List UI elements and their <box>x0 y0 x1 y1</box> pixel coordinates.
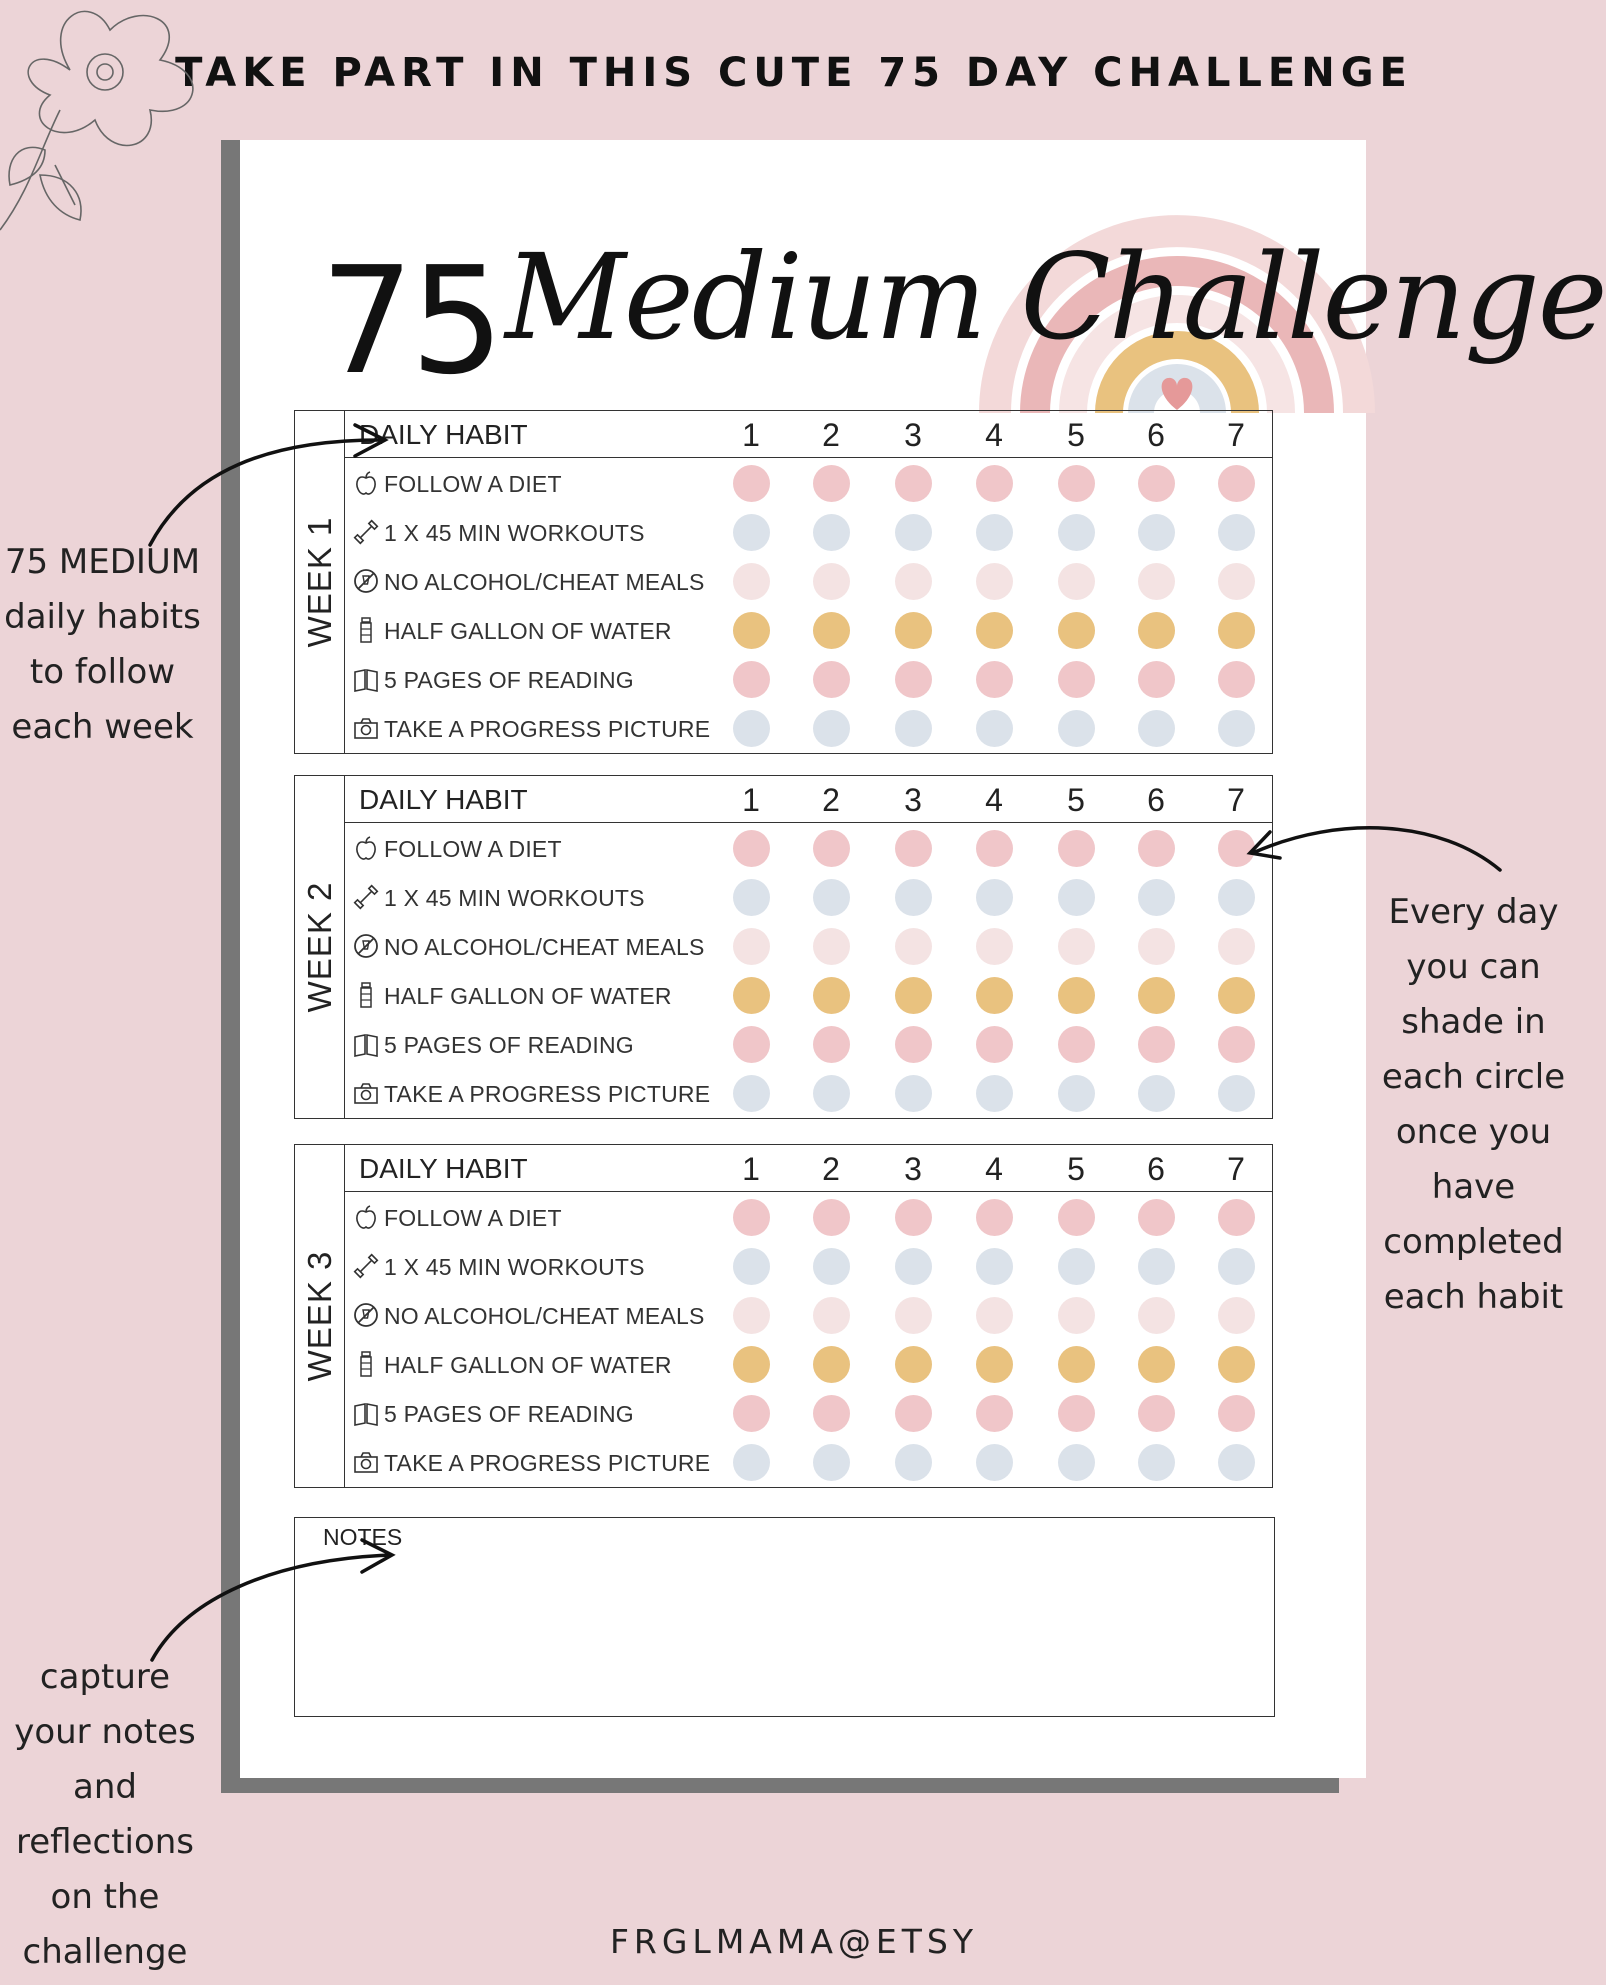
habit-checkbox-circle[interactable] <box>733 661 770 698</box>
habit-checkbox-circle[interactable] <box>813 1248 850 1285</box>
dumbbell-icon <box>352 518 380 546</box>
habit-checkbox-circle[interactable] <box>895 830 932 867</box>
habit-checkbox-circle[interactable] <box>1138 977 1175 1014</box>
habit-label: 1 X 45 MIN WORKOUTS <box>384 885 645 911</box>
habit-label: NO ALCOHOL/CHEAT MEALS <box>384 569 705 595</box>
habit-checkbox-circle[interactable] <box>813 1395 850 1432</box>
water-bottle-icon <box>352 1350 380 1378</box>
habit-checkbox-circle[interactable] <box>733 830 770 867</box>
habit-checkbox-circle[interactable] <box>733 514 770 551</box>
habit-checkbox-circle[interactable] <box>1058 977 1095 1014</box>
day-number: 2 <box>822 417 840 453</box>
week-table <box>294 775 1273 1119</box>
no-drink-icon <box>352 1301 380 1329</box>
apple-icon <box>352 469 380 497</box>
side-note-line: have <box>1431 1167 1516 1207</box>
habit-checkbox-circle[interactable] <box>813 661 850 698</box>
habit-row <box>344 459 1272 508</box>
side-note-line: challenge <box>22 1932 188 1972</box>
habit-checkbox-circle[interactable] <box>1218 928 1255 965</box>
habit-checkbox-circle[interactable] <box>813 563 850 600</box>
day-number: 7 <box>1227 782 1245 818</box>
day-number: 3 <box>904 417 922 453</box>
habit-checkbox-circle[interactable] <box>1218 1346 1255 1383</box>
habit-checkbox-circle[interactable] <box>1138 710 1175 747</box>
habit-checkbox-circle[interactable] <box>895 563 932 600</box>
water-bottle-icon <box>352 616 380 644</box>
side-note-line: Every day <box>1388 892 1559 932</box>
habit-checkbox-circle[interactable] <box>733 710 770 747</box>
habit-checkbox-circle[interactable] <box>976 977 1013 1014</box>
habit-checkbox-circle[interactable] <box>976 1395 1013 1432</box>
habit-checkbox-circle[interactable] <box>733 612 770 649</box>
habit-checkbox-circle[interactable] <box>1218 1026 1255 1063</box>
habit-row <box>344 1340 1272 1389</box>
habit-checkbox-circle[interactable] <box>895 928 932 965</box>
habit-checkbox-circle[interactable] <box>895 977 932 1014</box>
habit-checkbox-circle[interactable] <box>1058 1075 1095 1112</box>
title-number: 75 <box>320 235 501 407</box>
day-number: 3 <box>904 782 922 818</box>
day-number: 7 <box>1227 1151 1245 1187</box>
side-note-line: each week <box>11 707 194 747</box>
day-number: 4 <box>985 417 1003 453</box>
habit-label: HALF GALLON OF WATER <box>384 983 672 1009</box>
habit-checkbox-circle[interactable] <box>1218 1444 1255 1481</box>
habit-checkbox-circle[interactable] <box>1218 612 1255 649</box>
habit-checkbox-circle[interactable] <box>733 1444 770 1481</box>
shop-footer: FRGLMAMA@ETSY <box>609 1922 979 1961</box>
book-icon <box>352 1030 380 1058</box>
habit-checkbox-circle[interactable] <box>1058 830 1095 867</box>
side-note-line: 75 MEDIUM <box>4 542 201 582</box>
side-note-line: capture <box>39 1657 171 1697</box>
habit-row <box>344 1291 1272 1340</box>
apple-icon <box>352 1203 380 1231</box>
habit-checkbox-circle[interactable] <box>1138 879 1175 916</box>
habit-checkbox-circle[interactable] <box>733 928 770 965</box>
habit-checkbox-circle[interactable] <box>733 1395 770 1432</box>
habit-row <box>344 873 1272 922</box>
daily-habit-header: DAILY HABIT <box>359 1153 528 1184</box>
day-number: 5 <box>1067 417 1085 453</box>
habit-checkbox-circle[interactable] <box>1218 563 1255 600</box>
camera-icon <box>352 714 380 742</box>
week-side-label <box>295 1145 345 1487</box>
habit-label: NO ALCOHOL/CHEAT MEALS <box>384 934 705 960</box>
habit-checkbox-circle[interactable] <box>976 563 1013 600</box>
habit-label: 1 X 45 MIN WORKOUTS <box>384 1254 645 1280</box>
habit-checkbox-circle[interactable] <box>1138 928 1175 965</box>
habit-label: TAKE A PROGRESS PICTURE <box>384 1450 711 1476</box>
dumbbell-icon <box>352 1252 380 1280</box>
habit-checkbox-circle[interactable] <box>1058 465 1095 502</box>
habit-checkbox-circle[interactable] <box>976 1248 1013 1285</box>
day-number: 1 <box>742 417 760 453</box>
habit-checkbox-circle[interactable] <box>1138 1346 1175 1383</box>
habit-checkbox-circle[interactable] <box>733 563 770 600</box>
habit-checkbox-circle[interactable] <box>733 1248 770 1285</box>
habit-checkbox-circle[interactable] <box>1138 661 1175 698</box>
habit-checkbox-circle[interactable] <box>976 1297 1013 1334</box>
habit-checkbox-circle[interactable] <box>813 514 850 551</box>
side-note-line: your notes <box>14 1712 196 1752</box>
habit-checkbox-circle[interactable] <box>895 1199 932 1236</box>
camera-icon <box>352 1448 380 1476</box>
week-label: WEEK 3 <box>300 1250 338 1382</box>
habit-checkbox-circle[interactable] <box>1218 465 1255 502</box>
habit-checkbox-circle[interactable] <box>895 612 932 649</box>
daily-habit-header: DAILY HABIT <box>359 419 528 450</box>
day-number: 5 <box>1067 1151 1085 1187</box>
habit-checkbox-circle[interactable] <box>976 612 1013 649</box>
day-number: 6 <box>1147 782 1165 818</box>
habit-checkbox-circle[interactable] <box>895 710 932 747</box>
habit-checkbox-circle[interactable] <box>1218 710 1255 747</box>
habit-checkbox-circle[interactable] <box>1218 1248 1255 1285</box>
dumbbell-icon <box>352 883 380 911</box>
habit-checkbox-circle[interactable] <box>1058 1444 1095 1481</box>
habit-label: FOLLOW A DIET <box>384 471 562 497</box>
habit-row <box>344 1438 1272 1487</box>
habit-checkbox-circle[interactable] <box>976 710 1013 747</box>
habit-row <box>344 1193 1272 1242</box>
habit-checkbox-circle[interactable] <box>976 661 1013 698</box>
habit-label: TAKE A PROGRESS PICTURE <box>384 716 711 742</box>
week-table <box>294 410 1273 754</box>
habit-row <box>344 971 1272 1020</box>
habit-label: 5 PAGES OF READING <box>384 1032 634 1058</box>
habit-checkbox-circle[interactable] <box>1138 1395 1175 1432</box>
habit-checkbox-circle[interactable] <box>1138 514 1175 551</box>
habit-checkbox-circle[interactable] <box>1058 563 1095 600</box>
habit-checkbox-circle[interactable] <box>1218 1395 1255 1432</box>
week-side-label <box>295 776 345 1118</box>
book-icon <box>352 665 380 693</box>
habit-row <box>344 557 1272 606</box>
habit-checkbox-circle[interactable] <box>1058 1199 1095 1236</box>
week-label: WEEK 1 <box>300 516 338 648</box>
habit-checkbox-circle[interactable] <box>813 1075 850 1112</box>
habit-row <box>344 1389 1272 1438</box>
habit-checkbox-circle[interactable] <box>895 1075 932 1112</box>
side-note-line: reflections <box>15 1822 195 1862</box>
side-note-line: to follow <box>29 652 176 692</box>
habit-checkbox-circle[interactable] <box>895 1297 932 1334</box>
habit-checkbox-circle[interactable] <box>976 830 1013 867</box>
apple-icon <box>352 834 380 862</box>
camera-icon <box>352 1079 380 1107</box>
title-script: Medium Challenge <box>505 228 1606 366</box>
week-header-row <box>344 776 1272 823</box>
habit-checkbox-circle[interactable] <box>813 830 850 867</box>
habit-checkbox-circle[interactable] <box>895 879 932 916</box>
habit-checkbox-circle[interactable] <box>813 977 850 1014</box>
habit-checkbox-circle[interactable] <box>1058 879 1095 916</box>
side-note-line: each habit <box>1383 1277 1564 1317</box>
day-number: 6 <box>1147 1151 1165 1187</box>
habit-row <box>344 655 1272 704</box>
side-note-left-top <box>0 535 205 755</box>
habit-checkbox-circle[interactable] <box>1138 612 1175 649</box>
habit-checkbox-circle[interactable] <box>813 1444 850 1481</box>
side-note-line: daily habits <box>4 597 201 637</box>
notes-box[interactable] <box>294 1517 1275 1717</box>
habit-label: HALF GALLON OF WATER <box>384 618 672 644</box>
side-note-line: once you <box>1395 1112 1552 1152</box>
habit-checkbox-circle[interactable] <box>895 1026 932 1063</box>
no-drink-icon <box>352 932 380 960</box>
habit-checkbox-circle[interactable] <box>733 465 770 502</box>
habit-row <box>344 1069 1272 1118</box>
day-number: 4 <box>985 1151 1003 1187</box>
habit-checkbox-circle[interactable] <box>1138 1297 1175 1334</box>
side-note-line: shade in <box>1401 1002 1546 1042</box>
habit-checkbox-circle[interactable] <box>813 1026 850 1063</box>
habit-checkbox-circle[interactable] <box>976 1026 1013 1063</box>
habit-label: HALF GALLON OF WATER <box>384 1352 672 1378</box>
habit-checkbox-circle[interactable] <box>1218 830 1255 867</box>
habit-checkbox-circle[interactable] <box>1058 1248 1095 1285</box>
habit-checkbox-circle[interactable] <box>733 1026 770 1063</box>
habit-checkbox-circle[interactable] <box>1058 661 1095 698</box>
habit-checkbox-circle[interactable] <box>895 465 932 502</box>
habit-checkbox-circle[interactable] <box>1138 1248 1175 1285</box>
habit-checkbox-circle[interactable] <box>1058 1395 1095 1432</box>
day-number: 1 <box>742 782 760 818</box>
habit-checkbox-circle[interactable] <box>1058 514 1095 551</box>
side-note-line: you can <box>1406 947 1541 987</box>
week-label: WEEK 2 <box>300 881 338 1013</box>
habit-checkbox-circle[interactable] <box>976 1346 1013 1383</box>
habit-checkbox-circle[interactable] <box>1218 661 1255 698</box>
habit-checkbox-circle[interactable] <box>733 1346 770 1383</box>
habit-row <box>344 1242 1272 1291</box>
habit-label: FOLLOW A DIET <box>384 836 562 862</box>
habit-checkbox-circle[interactable] <box>976 1075 1013 1112</box>
day-number: 1 <box>742 1151 760 1187</box>
side-note-line: and <box>73 1767 137 1807</box>
day-number: 7 <box>1227 417 1245 453</box>
habit-checkbox-circle[interactable] <box>1138 465 1175 502</box>
daily-habit-header: DAILY HABIT <box>359 784 528 815</box>
habit-checkbox-circle[interactable] <box>895 514 932 551</box>
day-number: 2 <box>822 782 840 818</box>
water-bottle-icon <box>352 981 380 1009</box>
week-side-label <box>295 411 345 753</box>
habit-checkbox-circle[interactable] <box>976 1444 1013 1481</box>
book-icon <box>352 1399 380 1427</box>
habit-checkbox-circle[interactable] <box>1138 1026 1175 1063</box>
habit-checkbox-circle[interactable] <box>1138 1444 1175 1481</box>
habit-checkbox-circle[interactable] <box>1058 710 1095 747</box>
habit-row <box>344 508 1272 557</box>
habit-checkbox-circle[interactable] <box>813 879 850 916</box>
habit-checkbox-circle[interactable] <box>733 1297 770 1334</box>
habit-row <box>344 704 1272 753</box>
habit-checkbox-circle[interactable] <box>976 514 1013 551</box>
habit-checkbox-circle[interactable] <box>1058 1297 1095 1334</box>
habit-checkbox-circle[interactable] <box>1218 1075 1255 1112</box>
habit-checkbox-circle[interactable] <box>813 1199 850 1236</box>
habit-label: 1 X 45 MIN WORKOUTS <box>384 520 645 546</box>
habit-checkbox-circle[interactable] <box>976 1199 1013 1236</box>
habit-label: 5 PAGES OF READING <box>384 667 634 693</box>
side-note-right <box>1376 885 1571 1325</box>
habit-checkbox-circle[interactable] <box>1138 1199 1175 1236</box>
habit-checkbox-circle[interactable] <box>813 710 850 747</box>
habit-checkbox-circle[interactable] <box>1138 1075 1175 1112</box>
habit-checkbox-circle[interactable] <box>895 1346 932 1383</box>
habit-checkbox-circle[interactable] <box>895 1444 932 1481</box>
habit-row <box>344 824 1272 873</box>
habit-checkbox-circle[interactable] <box>895 1248 932 1285</box>
habit-label: FOLLOW A DIET <box>384 1205 562 1231</box>
habit-checkbox-circle[interactable] <box>813 612 850 649</box>
habit-label: TAKE A PROGRESS PICTURE <box>384 1081 711 1107</box>
notes-label: NOTES <box>323 1524 403 1550</box>
habit-row <box>344 922 1272 971</box>
side-note-line: completed <box>1383 1222 1564 1262</box>
week-table <box>294 1144 1273 1488</box>
day-number: 6 <box>1147 417 1165 453</box>
habit-checkbox-circle[interactable] <box>733 1199 770 1236</box>
habit-checkbox-circle[interactable] <box>976 879 1013 916</box>
habit-checkbox-circle[interactable] <box>733 1075 770 1112</box>
day-number: 3 <box>904 1151 922 1187</box>
habit-label: 5 PAGES OF READING <box>384 1401 634 1427</box>
flower-illustration <box>0 0 230 250</box>
side-note-line: each circle <box>1381 1057 1566 1097</box>
habit-checkbox-circle[interactable] <box>813 1297 850 1334</box>
habit-label: NO ALCOHOL/CHEAT MEALS <box>384 1303 705 1329</box>
habit-checkbox-circle[interactable] <box>1218 977 1255 1014</box>
side-note-line: on the <box>50 1877 160 1917</box>
habit-checkbox-circle[interactable] <box>1138 563 1175 600</box>
habit-row <box>344 606 1272 655</box>
day-number: 4 <box>985 782 1003 818</box>
day-number: 2 <box>822 1151 840 1187</box>
habit-checkbox-circle[interactable] <box>1218 879 1255 916</box>
habit-checkbox-circle[interactable] <box>895 661 932 698</box>
habit-checkbox-circle[interactable] <box>976 465 1013 502</box>
week-header-row <box>344 411 1272 458</box>
habit-checkbox-circle[interactable] <box>1058 1346 1095 1383</box>
habit-checkbox-circle[interactable] <box>1058 1026 1095 1063</box>
habit-checkbox-circle[interactable] <box>813 465 850 502</box>
no-drink-icon <box>352 567 380 595</box>
week-header-row <box>344 1145 1272 1192</box>
habit-checkbox-circle[interactable] <box>895 1395 932 1432</box>
habit-row <box>344 1020 1272 1069</box>
page-headline: TAKE PART IN THIS CUTE 75 DAY CHALLENGE <box>175 50 1413 96</box>
habit-checkbox-circle[interactable] <box>1218 1199 1255 1236</box>
habit-checkbox-circle[interactable] <box>813 1346 850 1383</box>
day-number: 5 <box>1067 782 1085 818</box>
habit-checkbox-circle[interactable] <box>1218 1297 1255 1334</box>
habit-checkbox-circle[interactable] <box>733 977 770 1014</box>
habit-checkbox-circle[interactable] <box>976 928 1013 965</box>
habit-checkbox-circle[interactable] <box>1058 612 1095 649</box>
habit-checkbox-circle[interactable] <box>733 879 770 916</box>
habit-checkbox-circle[interactable] <box>813 928 850 965</box>
habit-checkbox-circle[interactable] <box>1138 830 1175 867</box>
habit-checkbox-circle[interactable] <box>1058 928 1095 965</box>
habit-checkbox-circle[interactable] <box>1218 514 1255 551</box>
